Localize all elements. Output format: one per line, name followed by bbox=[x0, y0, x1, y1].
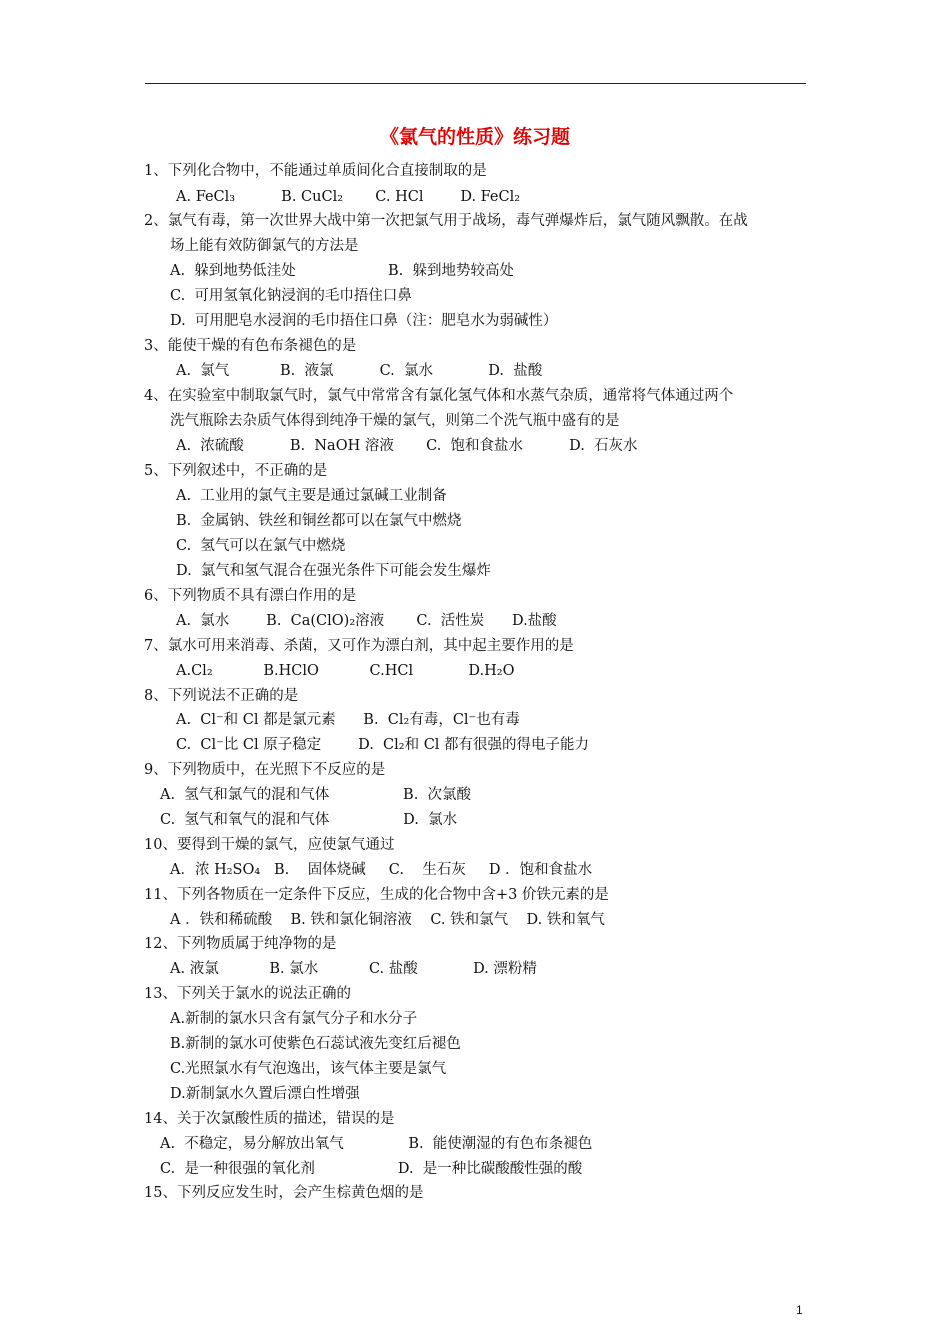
text-line: A ．铁和稀硫酸 B. 铁和氯化铜溶液 C. 铁和氯气 D. 铁和氧气 bbox=[170, 912, 605, 928]
page-title: 《氯气的性质》练习题 bbox=[379, 126, 570, 148]
text-line: 12、下列物质属于纯净物的是 bbox=[144, 936, 337, 952]
text-line: A. 氢气和氯气的混和气体 B. 次氯酸 bbox=[160, 787, 472, 803]
text-line: 13、下列关于氯水的说法正确的 bbox=[144, 986, 351, 1002]
text-line: 11、下列各物质在一定条件下反应，生成的化合物中含+3 价铁元素的是 bbox=[144, 887, 609, 903]
text-line: A. 氯水 B. Ca(ClO)₂溶液 C. 活性炭 D.盐酸 bbox=[176, 613, 557, 629]
text-line: 7、氯水可用来消毒、杀菌，又可作为漂白剂，其中起主要作用的是 bbox=[144, 638, 574, 654]
text-line: D. 氯气和氢气混合在强光条件下可能会发生爆炸 bbox=[176, 563, 491, 579]
text-line: A. 氯气 B. 液氯 C. 氯水 D. 盐酸 bbox=[176, 363, 543, 379]
text-line: D.新制氯水久置后漂白性增强 bbox=[170, 1086, 360, 1102]
text-line: A. FeCl₃ B. CuCl₂ C. HCl D. FeCl₂ bbox=[176, 189, 521, 205]
text-line: A.新制的氯水只含有氯气分子和水分子 bbox=[170, 1011, 418, 1027]
text-line: 3、能使干燥的有色布条褪色的是 bbox=[144, 338, 357, 354]
text-line: 9、下列物质中，在光照下不反应的是 bbox=[144, 762, 386, 778]
text-line: A．浓 H₂SO₄ B. 固体烧碱 C. 生石灰 D ．饱和食盐水 bbox=[170, 862, 593, 878]
text-line: A. Cl⁻和 Cl 都是氯元素 B. Cl₂有毒，Cl⁻也有毒 bbox=[176, 712, 520, 728]
text-line: 4、在实验室中制取氯气时，氯气中常常含有氯化氢气体和水蒸气杂质，通常将气体通过两个 bbox=[144, 388, 734, 404]
text-line: A. 不稳定，易分解放出氧气 B. 能使潮湿的有色布条褪色 bbox=[160, 1136, 593, 1152]
text-line: 场上能有效防御氯气的方法是 bbox=[170, 238, 359, 254]
text-line: A. 液氯 B. 氯水 C. 盐酸 D. 漂粉精 bbox=[170, 961, 537, 977]
text-line: A. 躲到地势低洼处 B. 躲到地势较高处 bbox=[170, 263, 514, 279]
text-line: C.光照氯水有气泡逸出，该气体主要是氯气 bbox=[170, 1061, 447, 1077]
text-line: A. 浓硫酸 B. NaOH 溶液 C. 饱和食盐水 D. 石灰水 bbox=[176, 438, 638, 454]
text-line: C. 氢气可以在氯气中燃烧 bbox=[176, 538, 346, 554]
text-line: 8、下列说法不正确的是 bbox=[144, 688, 299, 704]
text-line: 10、要得到干燥的氯气，应使氯气通过 bbox=[144, 837, 395, 853]
text-line: C. 是一种很强的氧化剂 D. 是一种比碳酸酸性强的酸 bbox=[160, 1161, 583, 1177]
text-line: B.新制的氯水可使紫色石蕊试液先变红后褪色 bbox=[170, 1036, 461, 1052]
text-line: C. 可用氢氧化钠浸润的毛巾捂住口鼻 bbox=[170, 288, 412, 304]
text-line: C. Cl⁻比 Cl 原子稳定 D. Cl₂和 Cl 都有很强的得电子能力 bbox=[176, 737, 590, 753]
text-line: A.Cl₂ B.HClO C.HCl D.H₂O bbox=[176, 663, 515, 679]
header-rule bbox=[145, 83, 806, 84]
text-line: 洗气瓶除去杂质气体得到纯净干燥的氯气，则第二个洗气瓶中盛有的是 bbox=[170, 413, 620, 429]
text-line: 5、下列叙述中，不正确的是 bbox=[144, 463, 328, 479]
page-number: 1 bbox=[796, 1303, 803, 1317]
text-line: B. 金属钠、铁丝和铜丝都可以在氯气中燃烧 bbox=[176, 513, 462, 529]
text-line: C. 氢气和氧气的混和气体 D. 氯水 bbox=[160, 812, 458, 828]
text-line: D. 可用肥皂水浸润的毛巾捂住口鼻（注：肥皂水为弱碱性） bbox=[170, 313, 558, 329]
text-line: 6、下列物质不具有漂白作用的是 bbox=[144, 588, 357, 604]
text-line: 15、下列反应发生时，会产生棕黄色烟的是 bbox=[144, 1185, 424, 1201]
text-line: A. 工业用的氯气主要是通过氯碱工业制备 bbox=[176, 488, 447, 504]
text-line: 1、下列化合物中，不能通过单质间化合直接制取的是 bbox=[144, 163, 487, 179]
text-line: 2、氯气有毒，第一次世界大战中第一次把氯气用于战场，毒气弹爆炸后，氯气随风飘散。在战 bbox=[144, 213, 748, 229]
text-line: 14、关于次氯酸性质的描述，错误的是 bbox=[144, 1111, 395, 1127]
